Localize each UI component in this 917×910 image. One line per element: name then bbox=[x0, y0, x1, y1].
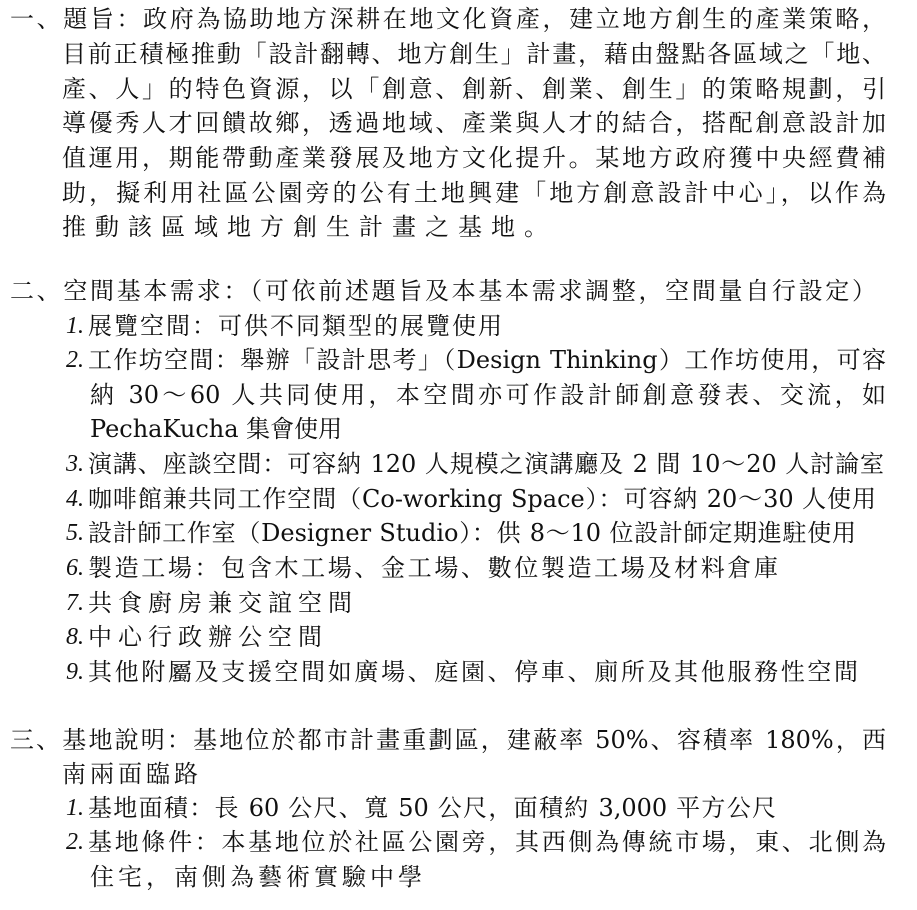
item-number: 5. bbox=[66, 520, 84, 546]
item-number: 2. bbox=[66, 347, 84, 373]
list-item-continuation: 納 30～60 人共同使用，本空間亦可作設計師創意發表、交流，如 bbox=[90, 381, 886, 409]
list-item: 咖啡館兼共同工作空間（Co-working Space）：可容納 20～30 人使用 bbox=[88, 485, 876, 513]
item-number: 2. bbox=[66, 829, 84, 855]
list-item: 製造工場：包含木工場、金工場、數位製造工場及材料倉庫 bbox=[88, 554, 778, 582]
section-1-line: 一、題旨：政府為協助地方深耕在地文化資產，建立地方創生的產業策略， bbox=[10, 5, 886, 33]
list-item: 共食廚房兼交誼空間 bbox=[88, 589, 358, 617]
list-item: 設計師工作室（Designer Studio）：供 8～10 位設計師定期進駐使用 bbox=[88, 519, 856, 547]
section-2-heading: 二、空間基本需求：（可依前述題旨及本基本需求調整，空間量自行設定） bbox=[10, 277, 876, 305]
list-item: 演講、座談空間：可容納 120 人規模之演講廳及 2 間 10～20 人討論室 bbox=[88, 450, 884, 478]
item-number: 9. bbox=[66, 659, 84, 685]
section-1-line: 目前正積極推動「設計翻轉、地方創生」計畫，藉由盤點各區域之「地、 bbox=[62, 40, 886, 68]
list-item: 展覽空間：可供不同類型的展覽使用 bbox=[88, 312, 504, 340]
section-1-line: 推動該區域地方創生計畫之基地。 bbox=[62, 213, 557, 241]
section-1-line: 值運用，期能帶動產業發展及地方文化提升。某地方政府獲中央經費補 bbox=[62, 144, 886, 172]
list-item-continuation: PechaKucha 集會使用 bbox=[90, 415, 343, 443]
section-3-heading-continuation: 南兩面臨路 bbox=[62, 760, 202, 788]
list-item: 基地條件：本基地位於社區公園旁，其西側為傳統市場，東、北側為 bbox=[88, 828, 886, 856]
section-1-line: 產、人」的特色資源，以「創意、創新、創業、創生」的策略規劃，引 bbox=[62, 75, 886, 103]
list-item: 其他附屬及支援空間如廣場、庭園、停車、廁所及其他服務性空間 bbox=[88, 658, 858, 686]
item-number: 7. bbox=[66, 590, 84, 616]
section-1-line: 助，擬利用社區公園旁的公有土地興建「地方創意設計中心」，以作為 bbox=[62, 179, 886, 207]
list-item: 基地面積：長 60 公尺、寬 50 公尺，面積約 3,000 平方公尺 bbox=[88, 794, 776, 822]
item-number: 8. bbox=[66, 624, 84, 650]
item-number: 3. bbox=[66, 451, 84, 477]
list-item-continuation: 住宅，南側為藝術實驗中學 bbox=[90, 863, 426, 891]
item-number: 1. bbox=[66, 795, 84, 821]
item-number: 6. bbox=[66, 555, 84, 581]
list-item: 工作坊空間：舉辦「設計思考」（Design Thinking）工作坊使用，可容 bbox=[88, 346, 886, 374]
list-item: 中心行政辦公空間 bbox=[88, 623, 328, 651]
section-3-heading: 三、基地說明：基地位於都市計畫重劃區，建蔽率 50%、容積率 180%，西 bbox=[10, 726, 886, 754]
item-number: 1. bbox=[66, 313, 84, 339]
item-number: 4. bbox=[66, 486, 84, 512]
section-1-line: 導優秀人才回饋故鄉，透過地域、產業與人才的結合，搭配創意設計加 bbox=[62, 109, 886, 137]
